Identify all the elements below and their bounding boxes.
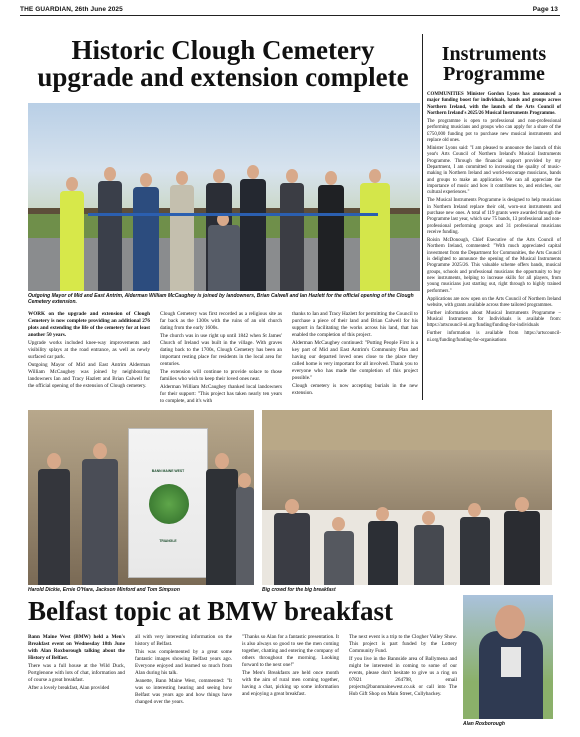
banner-subtitle: TRIANGLE (159, 539, 177, 543)
instruments-paragraph: The Musical Instruments Programme is designed to help musicians in Northern Ireland replace their old, worn-out instruments and purchase new ones. A total of 119 grants were awarded through the Programme last year, which saw 75 bands, 13 professional and non-professional performing groups and 31 professional musicians receive funding. (427, 198, 561, 236)
cemetery-opening-photo (28, 103, 420, 291)
portrait-caption: Alan Roxborough (463, 721, 505, 727)
bmw-paragraph: The Men's Breakfasts are held once month with the aim of rural men coming together, having a chat, picking up some information and enjoying a great breakfast. (242, 669, 339, 697)
cemetery-photo-caption: Outgoing Mayor of Mid and East Antrim, Alderman William McCaughey is joined by landowners, Brian Calwell and Ian Hazlett for the official opening of the Clough Cemetery extension. (28, 293, 414, 306)
bmw-paragraph: all with very interesting information on the history of Belfast. (135, 634, 232, 647)
cemetery-headline (28, 37, 418, 91)
bmw-lead: Bann Maine West (BMW) held a Men's Breakfast event on Wednesday 18th June with Alan Roxborough talking about the History of Belfast. (28, 634, 125, 661)
cemetery-paragraph: Outgoing Mayor of Mid and East Antrim Alderman William McCaughey was joined by neighbouring landowners Ian and Tracy Hazlett and Brian Calwell for the official opening of the extension of Clough cemetery. (28, 362, 150, 389)
bmw-col4 (349, 634, 457, 730)
bmw-paragraph: This was complemented by a great some fantastic images showing Belfast years ago. Everyone enjoyed and learned so much from Alan during his talk. (135, 649, 232, 676)
cemetery-lead: WORK on the upgrade and extension of Clough Cemetery is now complete providing an additional 276 plots and extending the life of the cemetery for at least another 50 years. (28, 311, 150, 338)
bmw-banner (128, 428, 208, 578)
instruments-paragraph: Minister Lyons said: "I am pleased to announce the launch of this year's Arts Council of Northern Ireland's Musical Instruments Programme. Through the financial support provided by my Department, I am committed to increasing the quality of music-making in Northern Ireland and world-encourage musicians, bands and groups to make an application. We can all appreciate the importance of music and how it contributes to, and enriches, our cultural experiences." (427, 145, 561, 196)
instruments-paragraph: Further information about Musical Instruments Programme – Musical Instruments for Individuals is available from: https://artscouncil-ni.org/funding/funding-for-individuals (427, 310, 561, 329)
bmw-col2 (135, 634, 232, 730)
cemetery-paragraph: thanks to Ian and Tracy Hazlett for permitting the Council to purchase a piece of their land and Brian Calwell for his support in facilitating the works across his land, that has enabled the completion of this project. (292, 311, 418, 338)
cemetery-headline-line1: Historic Clough Cemetery (71, 35, 375, 65)
instruments-paragraph: The programme is open to professional and non-professional performing musicians and groups who can apply for a share of the £750,000 funding pot to purchase new musical instruments and replace old ones. (427, 118, 561, 144)
bmw-paragraph: The next event is a trip to the Clogher Valley Show. This project is part funded by the Lottery Community Fund. (349, 634, 457, 654)
instruments-paragraph: Applications are now open on the Arts Council of Northern Ireland website, with grants available across three tailored programmes. (427, 296, 561, 308)
bmw-paragraph: After a lovely breakfast, Alan provided (28, 685, 110, 692)
header-rule (20, 15, 560, 16)
alan-roxborough-photo (463, 595, 553, 719)
bmw-headline: Belfast topic at BMW breakfast (28, 596, 393, 626)
bmw-paragraph: Jeanette, Bann Maine West, commented: "It was so interesting hearing and seeing how Belfast was years ago and how things have changed over the years. (135, 678, 232, 705)
bmw-col1 (28, 634, 125, 730)
instruments-body (427, 92, 561, 398)
instruments-headline (427, 44, 561, 84)
publication-date: THE GUARDIAN, 26th June 2025 (20, 6, 123, 13)
cemetery-paragraph: The church was in use right up until 1842 when St James' Church of Ireland was built in the village. With graves dating back to the 1700s, Clough Cemetery has been an important resting place for residents in the local area for centuries. (160, 333, 282, 367)
bmw-speakers-photo (28, 410, 254, 585)
instruments-paragraph: Roisin McDonough, Chief Executive of the Arts Council of Northern Ireland, commented: "With much appreciated capital investment from the Department for Communities, the Arts Council is delighted to announce the opening of the Musical Instruments Programme 2025/26. This valuable scheme offers bands, musical groups, schools and professional musicians the opportunity to buy new instruments, helping to increase skills for all players, from young musicians just starting out, right through to highly trained performers." (427, 237, 561, 294)
cemetery-paragraph: Upgrade works included knee-way improvements and visibility splays at the road entrance, as well as newly surfaced car park. (28, 340, 150, 360)
bmw-paragraph: "Thanks so Alan for a fantastic presentation. It is also always so good to see the men coming together, chatting and entering the company of others throughout the morning. Looking forward to the next one!" (242, 634, 339, 668)
instruments-lead: COMMUNITIES Minister Gordon Lyons has announced a major funding boost for individuals, bands and groups across Northern Ireland, with the launch of the Arts Council of Northern Ireland's 2025/26 Musical Instruments Programme. (427, 92, 561, 117)
column-divider (422, 34, 423, 400)
bmw-col3 (242, 634, 339, 730)
bmw-crowd-photo (262, 410, 552, 585)
cemetery-col2 (160, 311, 282, 405)
cemetery-paragraph: Alderman William McCaughey thanked local landowners for their support: "This project has taken nearly ten years to complete, and it's with (160, 384, 282, 405)
cemetery-paragraph: The extension will continue to provide solace to those families who wish to keep their loved ones near. (160, 369, 282, 382)
cemetery-paragraph: Clough cemetery is now accepting burials in the new extension. (292, 382, 418, 396)
crowd-caption: Big crowd for the big breakfast (262, 587, 336, 593)
instruments-headline-line1: Instruments (441, 43, 547, 65)
cemetery-col3 (292, 311, 418, 399)
instruments-headline-line2: Programme (443, 63, 545, 85)
speakers-caption: Harold Dickie, Ernie O'Hara, Jackson Minford and Tom Simpson (28, 587, 180, 593)
banner-title: BANN MAINE WEST (151, 469, 185, 473)
cemetery-paragraph: Clough Cemetery was first recorded as a religious site as far back as the 1300s with the ruins of an old church dating from the early 1600s. (160, 311, 282, 331)
page-number: Page 13 (532, 6, 558, 13)
cemetery-col1 (28, 311, 150, 399)
instruments-paragraph: Further information is available from https://artscouncil-ni.org/funding/funding-for-organisations (427, 331, 561, 343)
bmw-paragraph: There was a full house at the Wild Duck, Portglenone with lots of chat, information and of course a great breakfast. (28, 663, 125, 683)
cemetery-paragraph: Alderman McCaughey continued: "Putting People First is a key part of Mid and East Antrim's Community Plan and having our departed loved ones close to the place they called home is very important for all involved. Thank you to everyone who has made the completion of this project possible." (292, 340, 418, 381)
bmw-paragraph: If you live in the Bannside area of Ballymena and might be interested in coming to some of our events, please don't hesitate to give us a ring on 07821 264798, email projects@bannmainewest.co.uk or call into The Hub Gift Shop on Main Street, Cullybackey. (349, 656, 457, 697)
cemetery-headline-line2: upgrade and extension complete (37, 62, 409, 92)
